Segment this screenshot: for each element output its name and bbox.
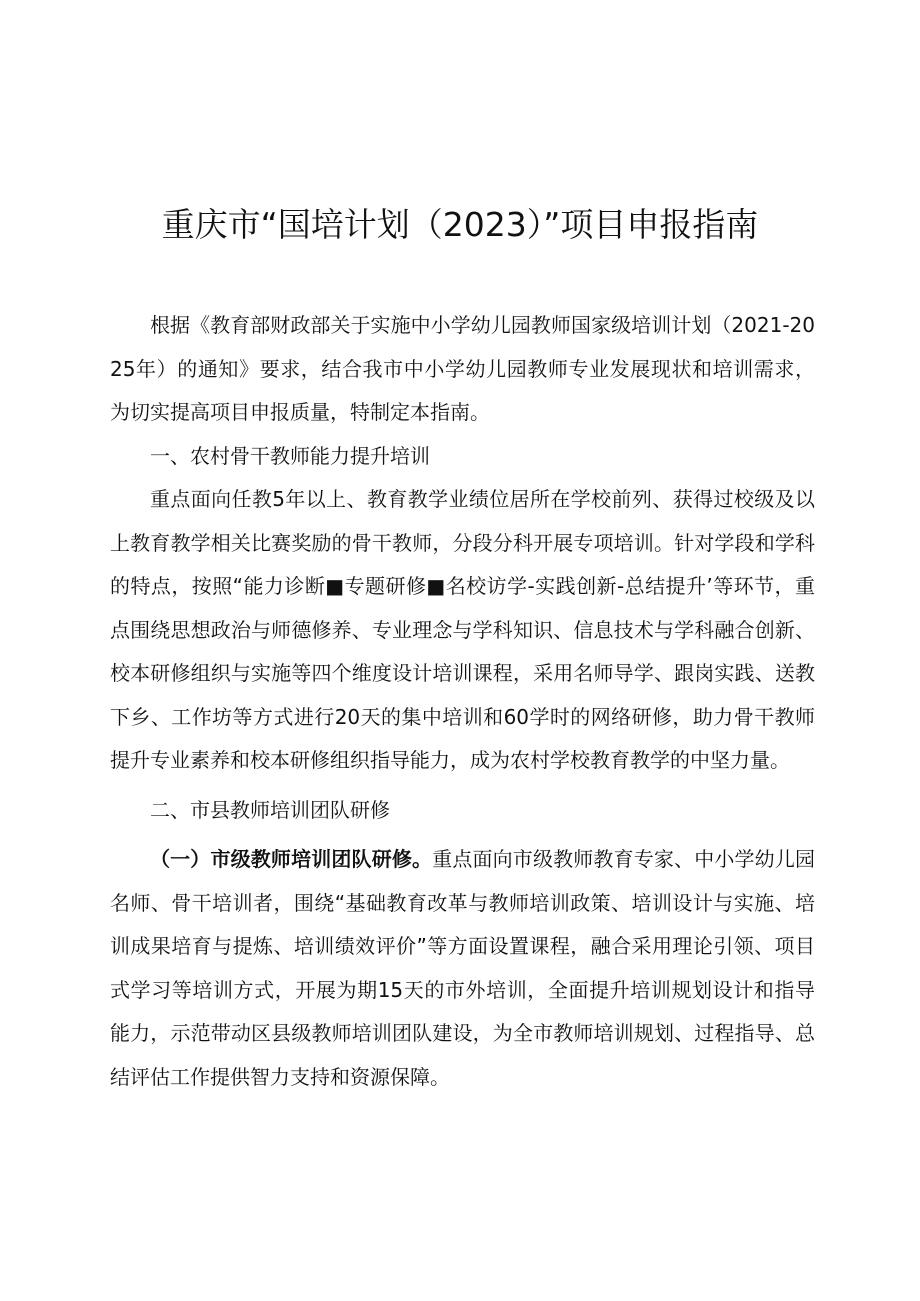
intro-paragraph: 根据《教育部财政部关于实施中小学幼儿园教师国家级培训计划（2021-2025年）的通知》要求，结合我市中小学幼儿园教师专业发展现状和培训需求，为切实提高项目申报质量，特制定本指南。 (110, 313, 815, 424)
section-1-paragraph: 重点面向任教5年以上、教育教学业绩位居所在学校前列、获得过校级及以上教育教学相关比赛奖励的骨干教师，分段分科开展专项培训。针对学段和学科的特点，按照“能力诊断■专题研修■名校访学-实践创新-总结提升’等环节，重点围绕思想政治与师德修养、专业理念与学科知识、信息技术与学科融合创新、校本研修组织与实施等四个维度设计培训课程，采用名师导学、跟岗实践、送教下乡、工作坊等方式进行20天的集中培训和60学时的网络研修，助力骨干教师提升专业素养和校本研修组织指导能力，成为农村学校教育教学的中坚力量。 (110, 487, 815, 772)
section-2-subsection-1-lead: （一）市级教师培训团队研修。 (150, 847, 433, 871)
document-body (110, 304, 815, 1099)
section-2-subsection-1-body: 重点面向市级教师教育专家、中小学幼儿园名师、骨干培训者，围绕“基础教育改革与教师培训政策、培训设计与实施、培训成果培育与提炼、培训绩效评价”等方面设置课程，融合采用理论引领、项目式学习等培训方式，开展为期15天的市外培训，全面提升培训规划设计和指导能力，示范带动区县级教师培训团队建设，为全市教师培训规划、过程指导、总结评估工作提供智力支持和资源保障。 (110, 847, 815, 1089)
section-2-heading: 二、市县教师培训团队研修 (150, 797, 390, 822)
section-2-subsection-1-paragraph (110, 838, 815, 1099)
document-title: 重庆市“国培计划（2023）”项目申报指南 (161, 205, 759, 244)
section-1-heading: 一、农村骨干教师能力提升培训 (150, 443, 430, 468)
